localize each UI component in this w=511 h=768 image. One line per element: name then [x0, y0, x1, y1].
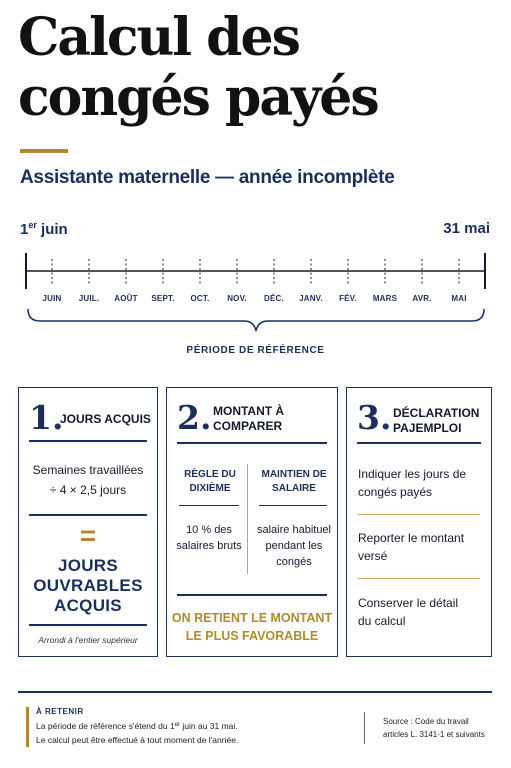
item-separator-1 — [358, 514, 480, 515]
tenth-rule-heading-line-2: DIXIÈME — [189, 483, 231, 494]
retenir-line-1: La période de référence s'étend du 1er juin au 31 mai. — [36, 721, 238, 731]
result-line-3: ACQUIS — [54, 596, 122, 615]
equals-sign: = — [79, 520, 97, 551]
conclusion-rule — [177, 594, 327, 596]
salary-maintenance-text-line-2: pendant les — [265, 540, 323, 552]
salary-maintenance-heading — [255, 468, 333, 496]
timeline-end-label: 31 mai — [443, 220, 490, 237]
declaration-item-amount-line-2: versé — [358, 549, 388, 563]
item-separator-2 — [358, 578, 480, 579]
formula — [25, 460, 151, 500]
salary-maintenance-text — [253, 522, 335, 570]
source-line-2: articles L. 3141-1 et suivants — [383, 730, 485, 739]
source-line-1: Source : Code du travail — [383, 717, 469, 726]
tenth-rule-text-line-1: 10 % des — [186, 524, 232, 536]
step-3-heading-line-2: PAJEMPLOI — [393, 421, 462, 435]
salary-maintenance-heading-line-2: SALAIRE — [272, 483, 316, 494]
step-2-rule — [177, 442, 327, 444]
month-label: AOÛT — [114, 294, 138, 303]
step-1-rule — [29, 440, 147, 442]
step-2-heading-line-1: MONTANT À — [213, 404, 285, 418]
subtitle: Assistante maternelle — année incomplète — [20, 167, 395, 188]
conclusion — [167, 609, 337, 645]
conclusion-line-1: ON RETIENT LE MONTANT — [171, 611, 333, 625]
month-labels — [0, 294, 511, 308]
month-label: SEPT. — [151, 294, 175, 303]
period-label: PÉRIODE DE RÉFÉRENCE — [186, 345, 325, 356]
period-brace — [28, 309, 484, 331]
salary-maintenance-text-line-3: congés — [276, 556, 312, 568]
step-2-heading-line-2: COMPARER — [213, 419, 283, 433]
retenir-title: À RETENIR — [36, 707, 84, 716]
tenth-rule-heading — [175, 468, 245, 496]
month-label: JUIN — [42, 294, 62, 303]
step-3-card — [346, 387, 492, 657]
declaration-item-keep — [358, 594, 486, 630]
step-2-card — [166, 387, 338, 657]
step-1-card — [18, 387, 158, 657]
step-1-heading: JOURS ACQUIS — [60, 412, 151, 426]
step-3-rule — [357, 442, 481, 444]
month-label: OCT. — [190, 294, 210, 303]
salary-maintenance-heading-line-1: MAINTIEN DE — [261, 469, 327, 480]
column-divider — [247, 464, 248, 574]
declaration-item-keep-line-2: du calcul — [358, 614, 406, 628]
result-label — [19, 556, 157, 616]
step-3-number: 3. — [357, 398, 392, 437]
source-separator — [364, 712, 365, 744]
month-label: DÉC. — [264, 294, 284, 303]
step-3-heading — [393, 406, 479, 436]
salary-maintenance-underline — [259, 505, 327, 506]
month-label: JANV. — [299, 294, 323, 303]
formula-line-1: Semaines travaillées — [32, 463, 144, 477]
declaration-item-amount-line-1: Reporter le montant — [358, 531, 465, 545]
step-1-number: 1. — [29, 398, 64, 437]
result-line-2: OUVRABLES — [33, 576, 143, 595]
rounding-note: Arrondi à l'entier supérieur — [38, 635, 138, 645]
title-line-2: congés payés — [18, 67, 378, 128]
tenth-rule-text-line-2: salaires bruts — [176, 540, 242, 552]
month-label: FÉV. — [339, 294, 357, 303]
declaration-item-amount — [358, 529, 486, 565]
declaration-item-days-line-1: Indiquer les jours de — [358, 467, 467, 481]
step-2-number: 2. — [177, 398, 212, 437]
timeline-start-label: 1er juin — [20, 220, 68, 238]
month-label: AVR. — [412, 294, 432, 303]
declaration-item-keep-line-1: Conserver le détail — [358, 596, 459, 610]
formula-rule — [29, 514, 147, 516]
month-label: JUIL. — [78, 294, 100, 303]
conclusion-line-2: LE PLUS FAVORABLE — [185, 629, 319, 643]
retenir-line-2: Le calcul peut être effectué à tout moment de l'année. — [36, 735, 239, 745]
salary-maintenance-text-line-1: salaire habituel — [257, 524, 331, 536]
footer-rule — [18, 691, 492, 693]
formula-line-2: ÷ 4 × 2,5 jours — [49, 483, 127, 497]
title-line-1: Calcul des — [18, 7, 299, 68]
tenth-rule-heading-line-1: RÈGLE DU — [184, 469, 236, 480]
month-label: MAI — [451, 294, 467, 303]
month-label: NOV. — [227, 294, 247, 303]
result-rule — [29, 624, 147, 626]
declaration-item-days-line-2: congés payés — [358, 485, 433, 499]
step-2-heading — [213, 404, 284, 434]
tenth-rule-underline — [179, 505, 239, 506]
declaration-item-days — [358, 465, 486, 501]
page-title — [18, 8, 498, 128]
title-accent-rule — [20, 149, 68, 153]
tenth-rule-text — [173, 522, 245, 554]
month-ticks — [52, 259, 459, 285]
month-label: MARS — [372, 294, 398, 303]
step-3-heading-line-1: DÉCLARATION — [393, 406, 480, 420]
result-line-1: JOURS — [57, 556, 119, 575]
retenir-accent-bar — [26, 707, 29, 747]
